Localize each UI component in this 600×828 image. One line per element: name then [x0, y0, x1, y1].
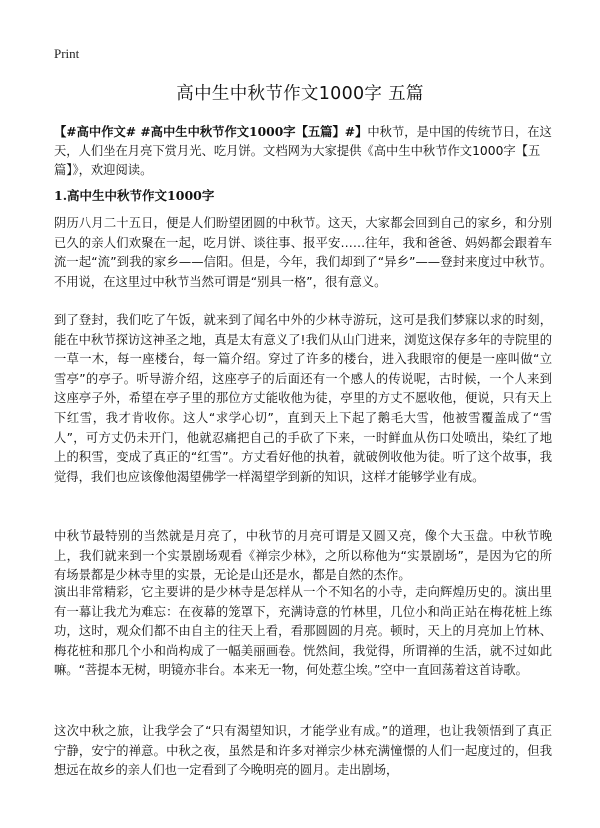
- document-title: 高中生中秋节作文1000字 五篇: [176, 84, 424, 104]
- paragraph-3: 中秋节最特别的当然就是月亮了，中秋节的月亮可谓是又圆又亮，像个大玉盘。中秋节晚上，我们就来到一个实景剧场观看《禅宗少林》，之所以称他为“实景剧场”，是因为它的所有场景都是少林寺里的实景，无论是山还是水，都是自然的杰作。: [54, 529, 552, 583]
- section-heading: 1.高中生中秋节作文1000字: [54, 188, 215, 203]
- intro-tags: 【#高中作文# #高中生中秋节作文1000字【五篇】#】: [54, 124, 368, 139]
- paragraph-4: 演出非常精彩，它主要讲的是少林寺是怎样从一个不知名的小寺，走向辉煌历史的。演出里有一幕让我尤为难忘：在夜幕的笼罩下，充满诗意的竹林里，几位小和尚正站在梅花桩上练功，这时，观众们都不由自主的往天上看，看那圆圆的月亮。顿时，天上的月亮加上竹林、梅花桩和那几个小和尚构成了一幅美丽画卷。恍然间，我觉得，所谓禅的生活，就不过如此嘛。“菩提本无树，明镜亦非台。本来无一物，何处惹尘埃。”空中一直回荡着这首诗歌。: [54, 585, 552, 678]
- intro-paragraph: [54, 122, 552, 180]
- print-label: Print: [54, 46, 80, 61]
- paragraph-5: 这次中秋之旅，让我学会了“只有渴望知识，才能学业有成。”的道理，也让我领悟到了真正宁静，安宁的禅意。中秋之夜，虽然是和许多对禅宗少林充满憧憬的人们一起度过的，但我想远在故乡的亲人们也一定看到了今晚明亮的圆月。走出剧场，: [54, 724, 552, 778]
- intro-text: 中秋节，是中国的传统节日，在这天，人们坐在月亮下赏月光、吃月饼。文档网为大家提供《高中生中秋节作文1000字【五篇】》，欢迎阅读。: [54, 125, 552, 177]
- paragraph-1: 阴历八月二十五日，便是人们盼望团圆的中秋节。这天，大家都会回到自己的家乡，和分别已久的亲人们欢聚在一起，吃月饼、谈往事、报平安……往年，我和爸爸、妈妈都会跟着车流一起“流”到我的家乡——信阳。但是，今年，我们却到了“异乡”——登封来度过中秋节。不用说，在这里过中秋节当然可谓是“别具一格”，很有意义。: [54, 216, 552, 289]
- paragraph-2: 到了登封，我们吃了午饭，就来到了闻名中外的少林寺游玩，这可是我们梦寐以求的时刻，能在中秋节探访这神圣之地，真是太有意义了!我们从山门进来，浏览这保存多年的寺院里的一草一木，每一座楼台，每一篇介绍。穿过了许多的楼台，进入我眼帘的便是一座叫做“立雪亭”的亭子。听导游介绍，这座亭子的后面还有一个感人的传说呢，古时候，一个人来到这座亭子外，希望在亭子里的那位方丈能收他为徒，亭里的方丈不愿收他，便说，只有天上下红雪，我才肯收你。这人“求学心切”，直到天上下起了鹅毛大雪，他被雪覆盖成了“雪人”，可方丈仍未开门，他就忍痛把自己的手砍了下来，一时鲜血从伤口处喷出，染红了地上的积雪，变成了真正的“红雪”。方丈看好他的执着，就破例收他为徒。听了这个故事，我觉得，我们也应该像他渴望佛学一样渴望学到新的知识，这样才能够学业有成。: [54, 313, 552, 484]
